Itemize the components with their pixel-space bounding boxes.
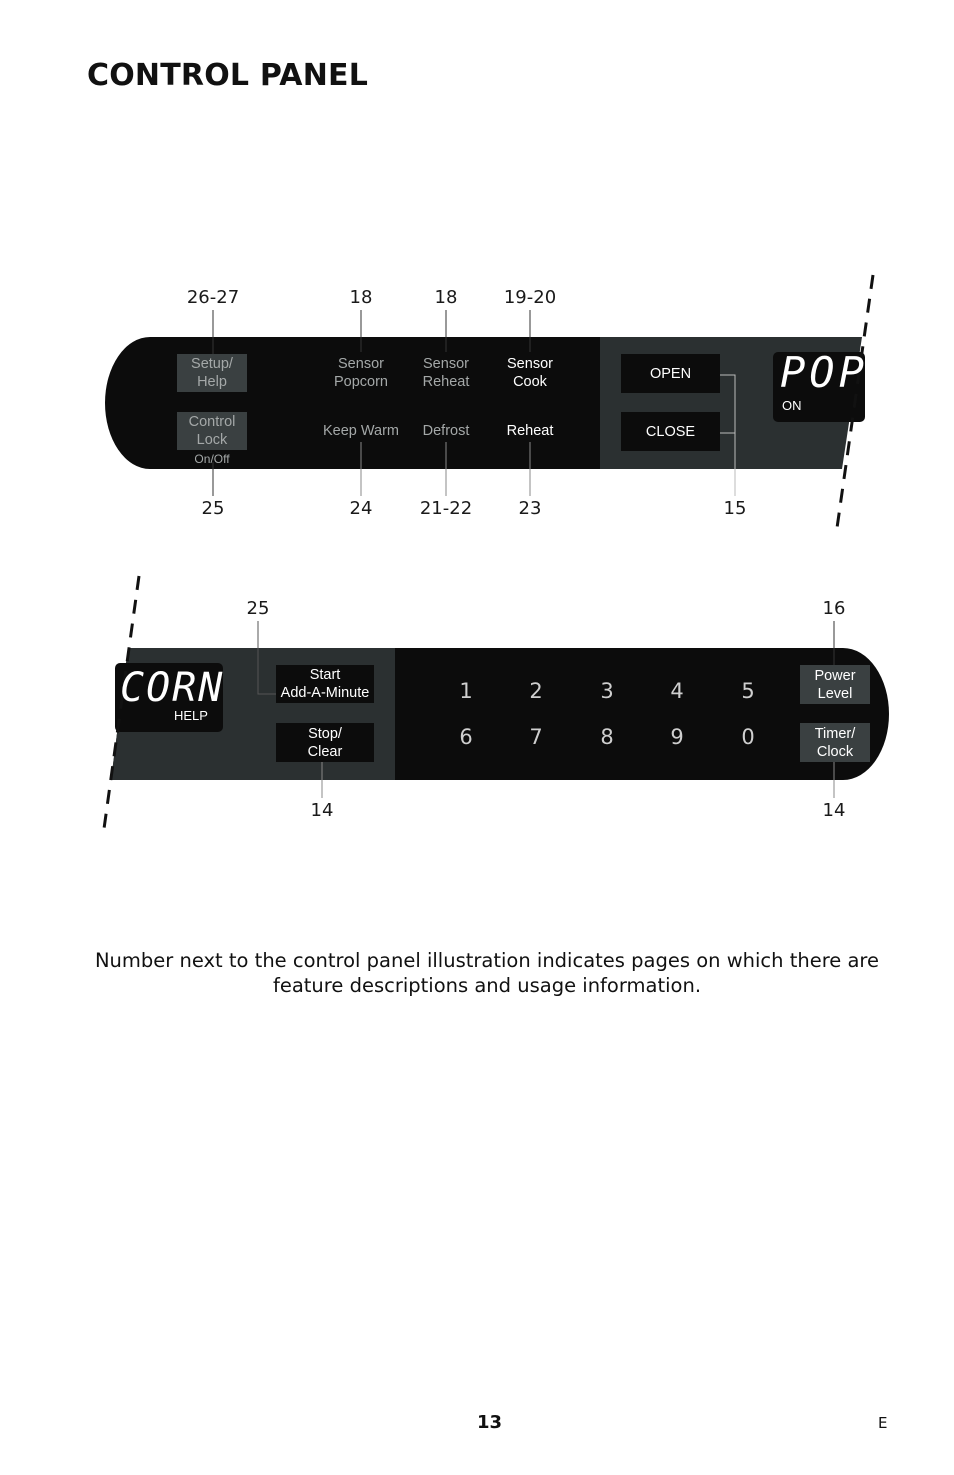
control-lock-button[interactable]	[177, 412, 247, 450]
bottom-display-sub: HELP	[174, 708, 208, 723]
callout-16: 16	[822, 598, 846, 619]
control-lock-sublabel: On/Off	[194, 452, 230, 466]
keypad-8[interactable]: 8	[600, 725, 614, 749]
timer-clock-label: Timer/ Clock	[814, 725, 856, 760]
page-title: CONTROL PANEL	[87, 58, 369, 93]
page-number: 13	[477, 1412, 503, 1433]
top-display-text: POP	[780, 348, 868, 397]
reheat-label: Reheat	[506, 423, 554, 439]
sensor-popcorn-button[interactable]	[316, 354, 406, 392]
sensor-cook-label: Sensor Cook	[507, 356, 553, 390]
defrost-label: Defrost	[422, 423, 470, 439]
reheat-button[interactable]	[485, 420, 575, 442]
keep-warm-label: Keep Warm	[322, 423, 399, 439]
open-button[interactable]	[621, 354, 720, 393]
start-label: Start Add-A-Minute	[280, 667, 370, 701]
callout-24: 24	[349, 498, 373, 519]
callout-14-timer: 14	[822, 800, 846, 821]
keypad-9[interactable]: 9	[670, 725, 684, 749]
start-add-a-minute-button[interactable]	[276, 665, 374, 703]
keep-warm-button[interactable]	[311, 420, 411, 442]
power-level-label: Power Level	[814, 667, 856, 702]
setup-help-button[interactable]	[177, 354, 247, 392]
sensor-reheat-label: Sensor Reheat	[422, 356, 470, 390]
open-label: OPEN	[649, 365, 692, 382]
callout-25-lock: 25	[201, 498, 225, 519]
language-marker: E	[878, 1414, 888, 1432]
sensor-cook-button[interactable]	[485, 354, 575, 392]
callout-19-20: 19-20	[503, 287, 557, 308]
callout-21-22: 21-22	[419, 498, 473, 519]
top-display-sub: ON	[782, 398, 802, 413]
stop-clear-label: Stop/ Clear	[307, 725, 343, 760]
keypad-2[interactable]: 2	[529, 679, 543, 703]
timer-clock-button[interactable]	[800, 723, 870, 762]
keypad-3[interactable]: 3	[600, 679, 614, 703]
callout-14-stop: 14	[310, 800, 334, 821]
defrost-button[interactable]	[401, 420, 491, 442]
keypad-4[interactable]: 4	[670, 679, 684, 703]
callout-15: 15	[723, 498, 747, 519]
control-lock-label: Control Lock	[188, 414, 236, 448]
sensor-popcorn-label: Sensor Popcorn	[333, 356, 388, 390]
close-button[interactable]	[621, 412, 720, 451]
keypad-7[interactable]: 7	[529, 725, 543, 749]
callout-23: 23	[518, 498, 542, 519]
keypad-1[interactable]: 1	[459, 679, 473, 703]
keypad-0[interactable]: 0	[741, 725, 755, 749]
close-label: CLOSE	[645, 423, 696, 440]
keypad-6[interactable]: 6	[459, 725, 473, 749]
sensor-reheat-button[interactable]	[401, 354, 491, 392]
setup-help-label: Setup/ Help	[191, 356, 233, 390]
callout-18-popcorn: 18	[349, 287, 373, 308]
keypad-5[interactable]: 5	[741, 679, 755, 703]
callout-26-27: 26-27	[186, 287, 240, 308]
callout-18-reheat: 18	[434, 287, 458, 308]
bottom-display-text: CORN	[120, 665, 225, 711]
callout-25-start: 25	[246, 598, 270, 619]
power-level-button[interactable]	[800, 665, 870, 704]
caption: Number next to the control panel illustration indicates pages on which there are feature descriptions and usage information.	[94, 948, 880, 997]
stop-clear-button[interactable]	[276, 723, 374, 762]
